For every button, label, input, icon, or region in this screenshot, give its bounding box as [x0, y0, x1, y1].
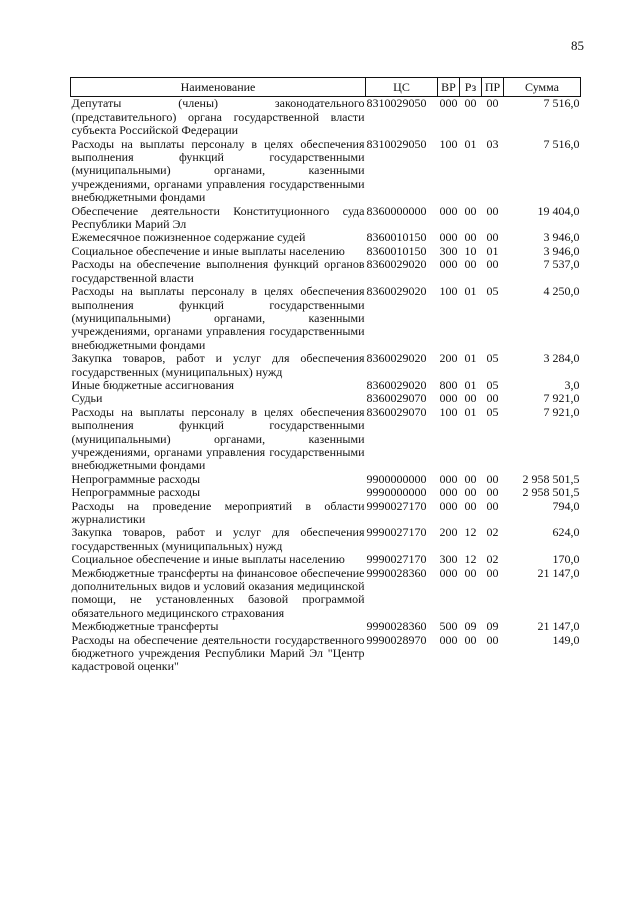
- cell-sum: 3,0: [564, 377, 580, 392]
- cell-pr: 01: [486, 243, 499, 258]
- cell-sum: 21 147,0: [537, 565, 580, 580]
- cell-vr: 800: [439, 377, 458, 392]
- cell-cs: 9990027170: [366, 498, 427, 513]
- cell-name: Расходы на проведение мероприятий в области журналистики: [71, 498, 365, 526]
- cell-name: Расходы на выплаты персоналу в целях обеспечения выполнения функций государственными (муниципальными) органами, казенными учреждениями, органами управления государственными внебюджетными фондами: [71, 284, 365, 352]
- cell-name: Межбюджетные трансферты на финансовое обеспечение дополнительных видов и условий оказания медицинской помощи, не установленных базовой программой обязательного медицинского страхования: [71, 565, 365, 620]
- cell-sum: 21 147,0: [537, 619, 580, 634]
- cell-sum: 7 921,0: [543, 391, 580, 406]
- cell-rz: 00: [464, 257, 477, 272]
- cell-rz: 10: [464, 243, 477, 258]
- cell-sum: 7 537,0: [543, 257, 580, 272]
- cell-vr: 500: [439, 619, 458, 634]
- cell-vr: 000: [439, 203, 458, 218]
- cell-pr: 00: [486, 230, 499, 245]
- header-vr: ВР: [438, 78, 460, 97]
- cell-pr: 00: [486, 471, 499, 486]
- table-row: [71, 231, 581, 244]
- table-row: [71, 634, 581, 674]
- cell-vr: 000: [439, 498, 458, 513]
- table-row: [71, 245, 581, 258]
- cell-sum: 7 921,0: [543, 404, 580, 419]
- cell-pr: 00: [486, 498, 499, 513]
- cell-vr: 000: [439, 96, 458, 111]
- cell-vr: 200: [439, 351, 458, 366]
- cell-cs: 9900000000: [366, 471, 427, 486]
- cell-sum: 3 284,0: [543, 351, 580, 366]
- cell-cs: 8360029020: [366, 284, 427, 299]
- cell-vr: 000: [439, 485, 458, 500]
- table-row: [71, 567, 581, 621]
- table-header-row: [71, 78, 581, 97]
- cell-pr: 00: [486, 257, 499, 272]
- table-row: [71, 138, 581, 205]
- cell-vr: 000: [439, 230, 458, 245]
- cell-vr: 100: [439, 404, 458, 419]
- cell-rz: 00: [464, 565, 477, 580]
- cell-cs: 8310029050: [366, 136, 427, 151]
- cell-cs: 8360010150: [366, 243, 427, 258]
- cell-name: Иные бюджетные ассигнования: [71, 377, 234, 392]
- table-row: [71, 553, 581, 566]
- cell-vr: 000: [439, 565, 458, 580]
- cell-pr: 05: [486, 351, 499, 366]
- cell-pr: 05: [486, 377, 499, 392]
- cell-pr: 00: [486, 485, 499, 500]
- header-rz: Рз: [460, 78, 482, 97]
- cell-name: Расходы на выплаты персоналу в целях обеспечения выполнения функций государственными (муниципальными) органами, казенными учреждениями, органами управления государственными внебюджетными фондами: [71, 136, 365, 205]
- table-row: [71, 97, 581, 138]
- cell-sum: 7 516,0: [543, 136, 580, 151]
- cell-name: Закупка товаров, работ и услуг для обеспечения государственных (муниципальных) нужд: [71, 525, 365, 553]
- page-number: 85: [571, 38, 584, 53]
- budget-table: [70, 77, 581, 674]
- cell-sum: 19 404,0: [537, 203, 580, 218]
- cell-cs: 8360029020: [366, 257, 427, 272]
- cell-rz: 09: [464, 619, 477, 634]
- cell-sum: 7 516,0: [543, 96, 580, 111]
- cell-pr: 02: [486, 525, 499, 540]
- table-row: [71, 352, 581, 379]
- cell-sum: 2 958 501,5: [522, 485, 580, 500]
- table-row: [71, 285, 581, 352]
- cell-rz: 00: [464, 471, 477, 486]
- table-row: [71, 500, 581, 527]
- cell-pr: 00: [486, 391, 499, 406]
- cell-sum: 4 250,0: [543, 284, 580, 299]
- table-row: [71, 473, 581, 486]
- table-row: [71, 486, 581, 499]
- table-row: [71, 392, 581, 405]
- cell-cs: 9990027170: [366, 552, 427, 567]
- cell-rz: 00: [464, 632, 477, 647]
- cell-name: Непрограммные расходы: [71, 471, 201, 486]
- cell-sum: 170,0: [552, 552, 580, 567]
- table-row: [71, 526, 581, 553]
- cell-pr: 03: [486, 136, 499, 151]
- cell-name: Расходы на выплаты персоналу в целях обеспечения выполнения функций государственными (муниципальными) органами, казенными учреждениями, органами управления государственными внебюджетными фондами: [71, 404, 365, 473]
- header-sum: Сумма: [504, 78, 581, 97]
- cell-sum: 2 958 501,5: [522, 471, 580, 486]
- cell-sum: 149,0: [552, 632, 580, 647]
- cell-name: Социальное обеспечение и иные выплаты населению: [71, 243, 345, 258]
- cell-sum: 794,0: [552, 498, 580, 513]
- cell-cs: 8360029070: [366, 404, 427, 419]
- cell-rz: 01: [464, 351, 477, 366]
- cell-cs: 9990028970: [366, 632, 427, 647]
- cell-rz: 01: [464, 377, 477, 392]
- cell-pr: 05: [486, 284, 499, 299]
- table-row: [71, 205, 581, 232]
- cell-rz: 12: [464, 552, 477, 567]
- cell-name: Ежемесячное пожизненное содержание судей: [71, 230, 306, 245]
- cell-cs: 9990027170: [366, 525, 427, 540]
- header-name: Наименование: [71, 78, 366, 97]
- cell-vr: 000: [439, 471, 458, 486]
- cell-rz: 00: [464, 498, 477, 513]
- cell-name: Закупка товаров, работ и услуг для обеспечения государственных (муниципальных) нужд: [71, 351, 365, 379]
- cell-sum: 3 946,0: [543, 243, 580, 258]
- cell-rz: 12: [464, 525, 477, 540]
- cell-rz: 00: [464, 203, 477, 218]
- cell-cs: 9990028360: [366, 565, 427, 580]
- cell-cs: 8360029070: [366, 391, 427, 406]
- table-row: [71, 379, 581, 392]
- cell-cs: 8360029020: [366, 377, 427, 392]
- cell-rz: 01: [464, 404, 477, 419]
- cell-pr: 09: [486, 619, 499, 634]
- cell-pr: 00: [486, 96, 499, 111]
- cell-cs: 8360010150: [366, 230, 427, 245]
- cell-name: Обеспечение деятельности Конституционного суда Республики Марий Эл: [71, 203, 365, 232]
- cell-vr: 000: [439, 391, 458, 406]
- cell-vr: 200: [439, 525, 458, 540]
- cell-vr: 000: [439, 257, 458, 272]
- cell-sum: 624,0: [552, 525, 580, 540]
- cell-name: Непрограммные расходы: [71, 485, 201, 500]
- cell-vr: 100: [439, 284, 458, 299]
- cell-rz: 00: [464, 96, 477, 111]
- cell-pr: 00: [486, 632, 499, 647]
- cell-name: Социальное обеспечение и иные выплаты населению: [71, 552, 345, 567]
- table-row: [71, 258, 581, 285]
- cell-vr: 000: [439, 632, 458, 647]
- cell-cs: 8360029020: [366, 351, 427, 366]
- table-row: [71, 406, 581, 473]
- table-body: [71, 97, 581, 674]
- cell-cs: 9990028360: [366, 619, 427, 634]
- cell-rz: 00: [464, 230, 477, 245]
- cell-vr: 100: [439, 136, 458, 151]
- table-row: [71, 620, 581, 633]
- cell-rz: 00: [464, 485, 477, 500]
- cell-sum: 3 946,0: [543, 230, 580, 245]
- cell-pr: 00: [486, 565, 499, 580]
- cell-name: Расходы на обеспечение выполнения функций органов государственной власти: [71, 257, 365, 285]
- cell-rz: 01: [464, 284, 477, 299]
- cell-pr: 05: [486, 404, 499, 419]
- cell-vr: 300: [439, 552, 458, 567]
- cell-cs: 8310029050: [366, 96, 427, 111]
- cell-pr: 00: [486, 203, 499, 218]
- cell-vr: 300: [439, 243, 458, 258]
- cell-name: Расходы на обеспечение деятельности государственного бюджетного учреждения Республики Марий Эл "Центр кадастровой оценки": [71, 632, 365, 674]
- header-cs: ЦС: [366, 78, 438, 97]
- cell-cs: 9990000000: [366, 485, 427, 500]
- cell-name: Депутаты (члены) законодательного (представительного) органа государственной власти субъекта Российской Федерации: [71, 96, 365, 138]
- cell-name: Межбюджетные трансферты: [71, 619, 219, 634]
- cell-rz: 00: [464, 391, 477, 406]
- header-pr: ПР: [482, 78, 504, 97]
- cell-rz: 01: [464, 136, 477, 151]
- cell-cs: 8360000000: [366, 203, 427, 218]
- cell-name: Судьи: [71, 391, 103, 406]
- cell-pr: 02: [486, 552, 499, 567]
